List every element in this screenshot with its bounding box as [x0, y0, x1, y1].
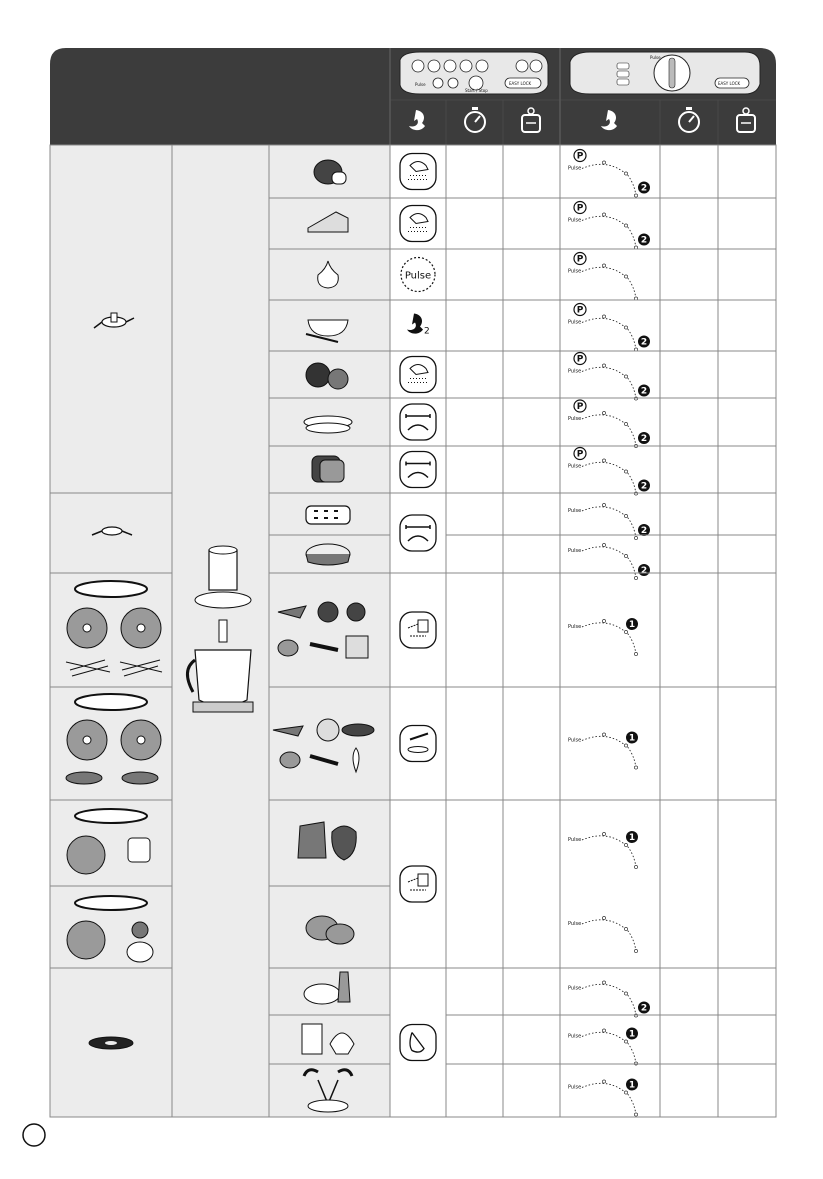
emulsifying-disc-icon: [89, 1037, 133, 1049]
pulse-button: [401, 258, 435, 292]
pie-icon: [306, 544, 350, 565]
pulse-p-marker: P: [576, 203, 584, 214]
knead-icon: [400, 404, 436, 440]
pulse-label: Pulse: [568, 624, 582, 630]
grind-icon: [400, 357, 436, 393]
svg-text:EASY LOCK: EASY LOCK: [509, 81, 532, 86]
svg-text:Start / Stop: Start / Stop: [465, 88, 488, 93]
pulse-p-marker: P: [576, 151, 584, 162]
speed-dial: [568, 400, 650, 448]
pulse-label: Pulse: [568, 217, 582, 224]
speed-label: 2: [424, 326, 430, 337]
speed-number: 1: [628, 1080, 636, 1091]
speed-number: 2: [640, 434, 648, 444]
pulse-p-marker: P: [576, 449, 584, 460]
svg-text:EASY LOCK: EASY LOCK: [718, 81, 741, 86]
shred-icon: [400, 612, 436, 648]
speed-number: 2: [640, 337, 648, 348]
pulse-label: Pulse: [568, 319, 582, 326]
speed-number: 2: [640, 566, 648, 576]
knead-icon: [400, 515, 436, 551]
pulse-label: Pulse: [404, 270, 432, 282]
pulse-label: Pulse: [568, 416, 582, 422]
speed-dial: [568, 448, 650, 496]
speed-dial: [568, 1028, 638, 1066]
speed-number: 1: [628, 1029, 636, 1040]
speed-number: 1: [628, 733, 636, 744]
pulse-p-marker: P: [576, 354, 584, 365]
speed-dial: [568, 304, 650, 352]
dough-roll-icon: [304, 416, 352, 433]
speed-dial: [568, 150, 650, 198]
speed-dial: [568, 916, 638, 952]
grind-icon: [400, 206, 436, 242]
speed-dial: [568, 503, 650, 539]
slice-icon: [400, 726, 436, 762]
speed-number: 2: [640, 183, 648, 194]
whisk-icon: [400, 1025, 436, 1061]
control-panel-b: [570, 52, 760, 94]
speed-dial: [568, 353, 650, 401]
pulse-label: Pulse: [568, 463, 582, 470]
control-panel-a: [400, 52, 548, 94]
pulse-label: Pulse: [568, 268, 582, 275]
waffle-icon: [306, 506, 350, 524]
page-number-marker: [23, 1124, 45, 1146]
speed-dial: [568, 1079, 638, 1117]
speed-dial: [568, 981, 650, 1017]
pulse-p-marker: P: [576, 402, 584, 412]
svg-text:Pulse: Pulse: [415, 82, 426, 87]
grind-icon: [400, 154, 436, 190]
pulse-label: Pulse: [568, 985, 582, 992]
pulse-label: Pulse: [568, 165, 582, 172]
bread-icon: [312, 456, 344, 482]
speed-dial: [568, 831, 638, 869]
svg-text:Pulse: Pulse: [650, 55, 661, 60]
knead-icon: [400, 452, 436, 488]
speed-number: 2: [640, 526, 648, 536]
pulse-label: Pulse: [568, 1033, 582, 1040]
speed-dial: [568, 543, 650, 579]
pulse-label: Pulse: [568, 737, 582, 744]
speed-number: 1: [628, 620, 636, 630]
speed-number: 2: [640, 386, 648, 397]
pulse-label: Pulse: [568, 1084, 582, 1091]
speed-number: 2: [640, 235, 648, 246]
speed-2-icon: [407, 314, 430, 337]
speed-dial: [568, 202, 650, 250]
speed-number: 2: [640, 481, 648, 492]
speed-number: 2: [640, 1003, 648, 1014]
speed-dial: [568, 732, 638, 770]
pulse-label: Pulse: [568, 921, 582, 927]
pulse-label: Pulse: [568, 508, 582, 514]
pulse-p-marker: P: [576, 305, 584, 316]
speed-dial: [568, 618, 638, 656]
speed-dial: [568, 253, 638, 301]
speed-number: 1: [628, 833, 636, 843]
grate-icon: [400, 866, 436, 902]
pulse-label: Pulse: [568, 368, 582, 375]
pulse-p-marker: P: [576, 254, 584, 265]
pulse-label: Pulse: [568, 548, 582, 554]
pulse-label: Pulse: [568, 837, 582, 843]
